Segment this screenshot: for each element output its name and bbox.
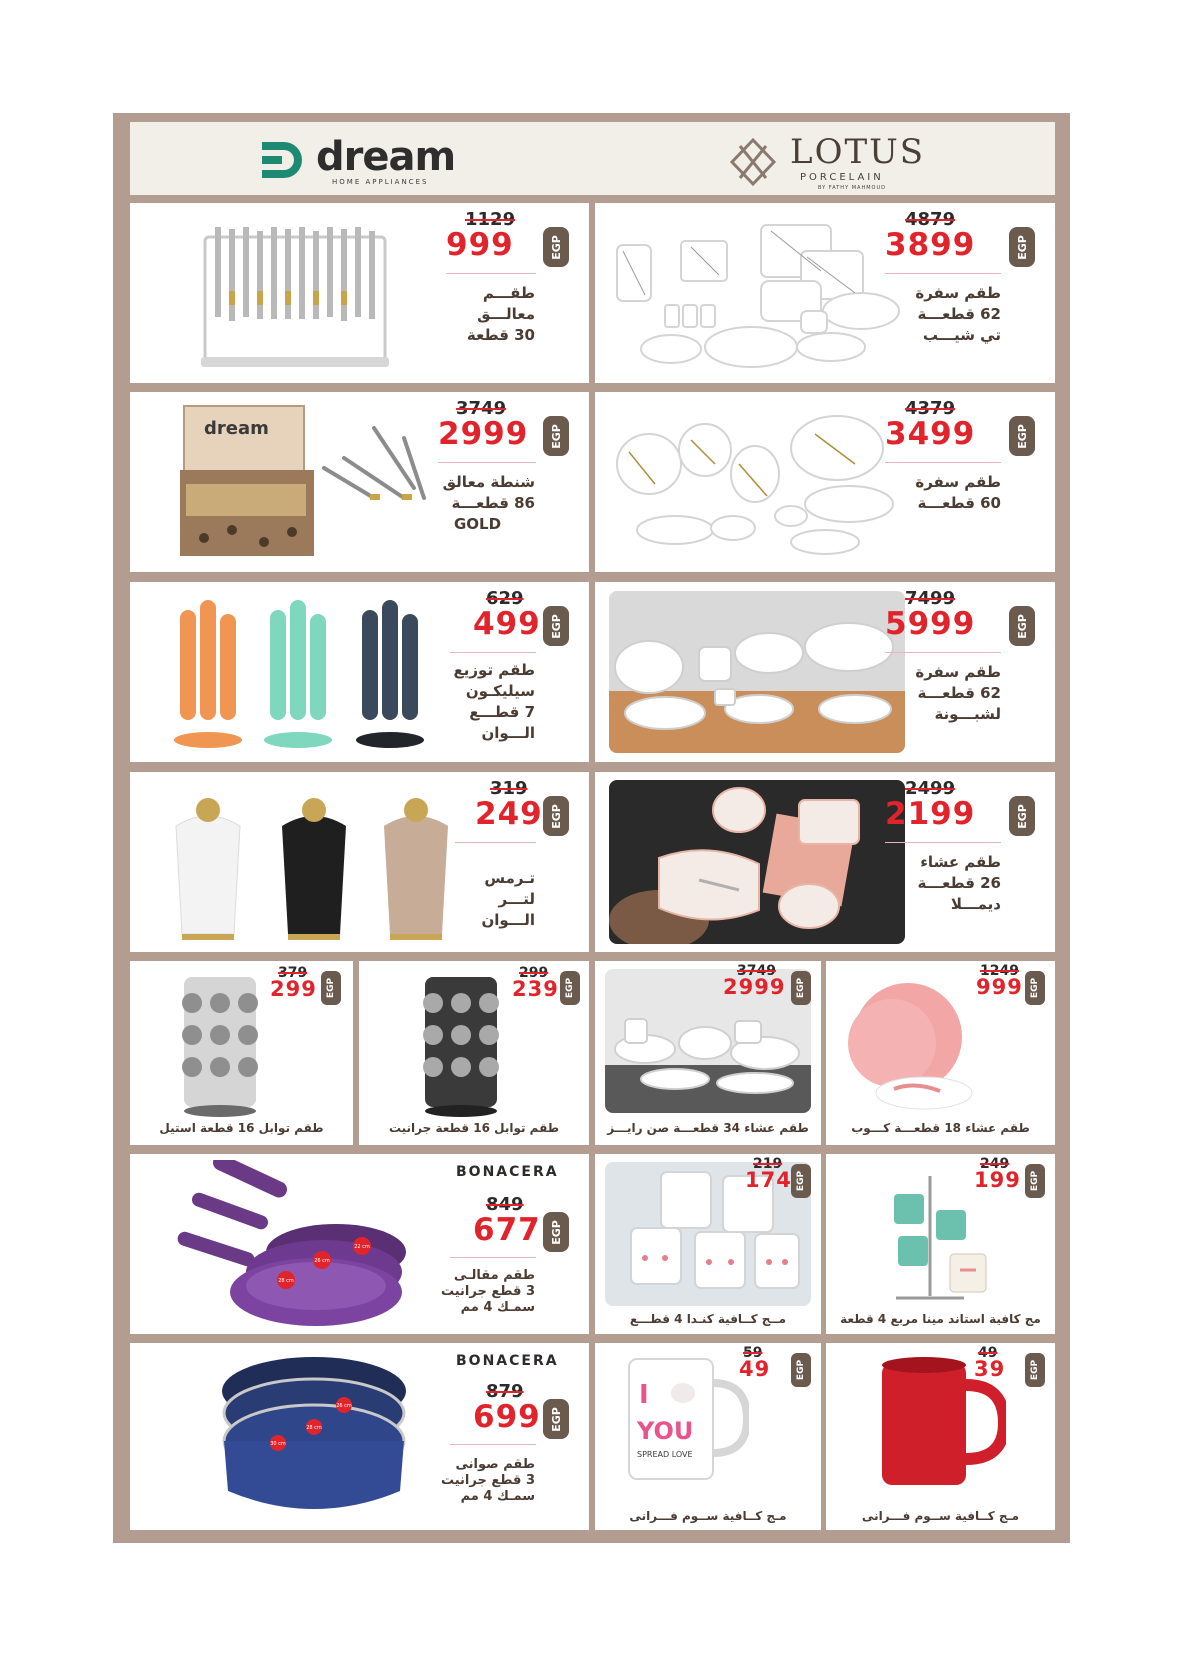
desc-line: الـــوان — [481, 911, 535, 929]
dream-logo — [258, 134, 458, 188]
price-divider — [446, 273, 536, 274]
desc-line: الـــوان — [481, 724, 535, 742]
product-description — [420, 1457, 535, 1505]
love-mug-image — [619, 1353, 749, 1493]
desc-line: سمـك 4 مم — [460, 1489, 535, 1504]
price-divider — [885, 842, 1001, 843]
dinner-set-image — [615, 404, 915, 564]
mug-text-you: YOU — [637, 1417, 694, 1445]
price-divider — [450, 1444, 536, 1445]
desc-line: 62 قطعـــة — [917, 684, 1001, 702]
desc-line: سيليكـون — [465, 682, 535, 700]
mug-text-i: I — [639, 1380, 649, 1410]
granite-trays-image — [214, 1351, 414, 1521]
dinner-set-photo — [609, 780, 905, 944]
egp-badge: EGP — [321, 971, 341, 1005]
egp-badge: EGP — [791, 971, 811, 1005]
egp-badge: EGP — [560, 971, 580, 1005]
new-price: 199 — [974, 1168, 1021, 1192]
egp-badge: EGP — [543, 227, 569, 267]
old-price: 319 — [490, 778, 528, 799]
new-price: 249 — [475, 796, 543, 832]
price-divider — [885, 273, 1001, 274]
product-card-fryingpans — [130, 1154, 589, 1334]
product-description — [885, 472, 1001, 514]
product-description — [885, 662, 1001, 725]
old-price: 849 — [486, 1194, 524, 1215]
price-divider — [455, 842, 536, 843]
lotus-tagline: BY FATHY MAHMOUD — [818, 185, 886, 191]
new-price: 699 — [473, 1399, 541, 1435]
lotus-wordmark: LOTUS — [790, 132, 926, 172]
egp-badge: EGP — [1009, 416, 1035, 456]
desc-line: طقـــم — [482, 284, 535, 302]
product-caption: مــج كــافية كنـدا 4 قطـــع — [629, 1312, 787, 1326]
old-price: 299 — [519, 965, 549, 981]
product-description — [420, 472, 535, 535]
tray-size-label: 26 cm — [336, 1403, 352, 1409]
old-price: 629 — [486, 588, 524, 609]
desc-line: سمـك 4 مم — [460, 1300, 535, 1315]
egp-badge: EGP — [1025, 1353, 1045, 1387]
product-card-mugcanada — [595, 1154, 821, 1334]
product-caption: مج كافية استاند مينا مربع 4 قطعة — [840, 1312, 1041, 1326]
product-description — [885, 852, 1001, 915]
price-divider — [885, 652, 1001, 653]
product-description — [430, 868, 535, 931]
desc-line: 3 قطع جرانيت — [440, 1284, 535, 1299]
old-price: 59 — [743, 1345, 763, 1361]
bonacera-logo: BONACERA — [456, 1353, 559, 1369]
new-price: 299 — [270, 977, 317, 1001]
new-price: 499 — [473, 606, 541, 642]
old-price: 49 — [978, 1345, 998, 1361]
egp-badge: EGP — [543, 606, 569, 646]
product-description — [420, 1268, 535, 1316]
desc-line: 26 قطعـــة — [917, 874, 1001, 892]
product-card-dinner26 — [595, 772, 1055, 952]
case-brand-text: dream — [204, 418, 269, 439]
desc-line: تي شيـــب — [922, 326, 1001, 344]
spice-rack-steel-image — [170, 969, 270, 1119]
product-caption: طقم توابل 16 قطعة استيل — [159, 1121, 324, 1135]
price-divider — [885, 462, 1001, 463]
desc-line: 7 قطـــع — [469, 703, 535, 721]
desc-line: طقم توزيع — [453, 661, 535, 679]
product-card-dinner62lace — [595, 582, 1055, 762]
desc-line: طقم سفرة — [915, 473, 1001, 491]
product-card-dinner62tshape — [595, 203, 1055, 383]
price-divider — [438, 462, 536, 463]
desc-line: تـرمس — [484, 869, 535, 887]
desc-line: شنطة معالق — [442, 473, 535, 491]
pan-size-label: 26 cm — [314, 1258, 330, 1264]
egp-badge: EGP — [1025, 971, 1045, 1005]
desc-line: لشبـــونة — [934, 705, 1001, 723]
dinner-set-image — [611, 211, 911, 377]
product-caption: مـج كــافية ســوم فـــرانى — [629, 1509, 787, 1523]
egp-badge: EGP — [791, 1164, 811, 1198]
old-price: 2499 — [905, 778, 956, 799]
old-price: 1129 — [465, 209, 516, 230]
old-price: 879 — [486, 1381, 524, 1402]
new-price: 239 — [512, 977, 559, 1001]
lotus-subtitle: PORCELAIN — [800, 172, 884, 183]
desc-line: طقم عشاء — [920, 853, 1001, 871]
product-card-mugred — [826, 1343, 1055, 1530]
product-card-dinner34 — [595, 961, 821, 1145]
product-card-thermos — [130, 772, 589, 952]
egp-badge: EGP — [543, 1212, 569, 1252]
new-price: 3499 — [885, 416, 976, 452]
desc-line: لتـــر — [498, 890, 535, 908]
mug-text-spread: SPREAD LOVE — [637, 1450, 693, 1459]
thermos-image — [158, 786, 448, 946]
egp-badge: EGP — [1009, 796, 1035, 836]
dream-wordmark: dream — [316, 134, 456, 180]
egp-badge: EGP — [1009, 606, 1035, 646]
desc-line: 3 قطع جرانيت — [440, 1473, 535, 1488]
spice-rack-granite-image — [411, 969, 511, 1119]
product-description — [430, 283, 535, 346]
desc-line: GOLD — [453, 515, 502, 533]
product-card-dinner60 — [595, 392, 1055, 572]
product-card-spicesteel — [130, 961, 353, 1145]
product-card-cutlerycase86 — [130, 392, 589, 572]
desc-line: ديمـــلا — [950, 895, 1001, 913]
old-price: 4879 — [905, 209, 956, 230]
old-price: 4379 — [905, 398, 956, 419]
product-card-mugstand — [826, 1154, 1055, 1334]
new-price: 999 — [976, 975, 1023, 999]
desc-line: 60 قطعـــة — [917, 494, 1001, 512]
price-divider — [450, 1257, 536, 1258]
product-description — [885, 283, 1001, 346]
egp-badge: EGP — [543, 416, 569, 456]
desc-line: 62 قطعـــة — [917, 305, 1001, 323]
old-price: 249 — [980, 1156, 1010, 1172]
product-caption: طقم عشاء 34 قطعـــة صن رايـــز — [607, 1121, 809, 1135]
desc-line: طقم صوانى — [455, 1457, 535, 1472]
new-price: 2199 — [885, 796, 976, 832]
product-card-cutlery30 — [130, 203, 589, 383]
old-price: 1249 — [980, 963, 1019, 979]
desc-line: 30 قطعة — [466, 326, 535, 344]
new-price: 174 — [745, 1168, 792, 1192]
silicone-utensils-image — [170, 590, 440, 756]
old-price: 7499 — [905, 588, 956, 609]
tray-size-label: 28 cm — [306, 1425, 322, 1431]
product-card-spicegranite — [359, 961, 589, 1145]
old-price: 219 — [753, 1156, 783, 1172]
old-price: 3749 — [456, 398, 507, 419]
egp-badge: EGP — [543, 1399, 569, 1439]
desc-line: طقم سفرة — [915, 284, 1001, 302]
desc-line: طقم مقالـى — [453, 1268, 535, 1283]
tray-size-label: 30 cm — [270, 1441, 286, 1447]
egp-badge: EGP — [1025, 1164, 1045, 1198]
product-card-muglove — [595, 1343, 821, 1530]
frying-pans-image — [170, 1160, 410, 1330]
new-price: 2999 — [723, 975, 786, 999]
dinner-set-photo — [609, 591, 905, 753]
new-price: 49 — [739, 1357, 771, 1381]
dinner-plates-pink-image — [844, 977, 984, 1117]
bonacera-logo: BONACERA — [456, 1164, 559, 1180]
pan-size-label: 28 cm — [278, 1278, 294, 1284]
desc-line: معالـــق — [477, 305, 535, 323]
old-price: 3749 — [737, 963, 776, 979]
egp-badge: EGP — [543, 796, 569, 836]
product-caption: مـج كــافية ســوم فـــرانى — [861, 1509, 1020, 1523]
desc-line: طقم سفرة — [915, 663, 1001, 681]
product-card-dinner18 — [826, 961, 1055, 1145]
new-price: 677 — [473, 1212, 541, 1248]
product-caption: طقم عشاء 18 قطعـــة كـــوب — [851, 1121, 1030, 1135]
old-price: 379 — [278, 965, 308, 981]
product-description — [420, 660, 535, 744]
new-price: 3899 — [885, 227, 976, 263]
cutlery-stand-image — [195, 217, 395, 377]
pan-size-label: 22 cm — [354, 1244, 370, 1250]
product-card-trays — [130, 1343, 589, 1530]
new-price: 2999 — [438, 416, 529, 452]
dream-tagline: HOME APPLIANCES — [332, 178, 429, 186]
price-divider — [450, 652, 536, 653]
egp-badge: EGP — [1009, 227, 1035, 267]
product-card-silicone7 — [130, 582, 589, 762]
lotus-logo — [722, 132, 942, 192]
new-price: 999 — [446, 227, 514, 263]
egp-badge: EGP — [791, 1353, 811, 1387]
new-price: 5999 — [885, 606, 976, 642]
new-price: 39 — [974, 1357, 1006, 1381]
product-caption: طقم توابل 16 قطعة جرانيت — [388, 1121, 560, 1135]
desc-line: 86 قطعـــة — [451, 494, 535, 512]
